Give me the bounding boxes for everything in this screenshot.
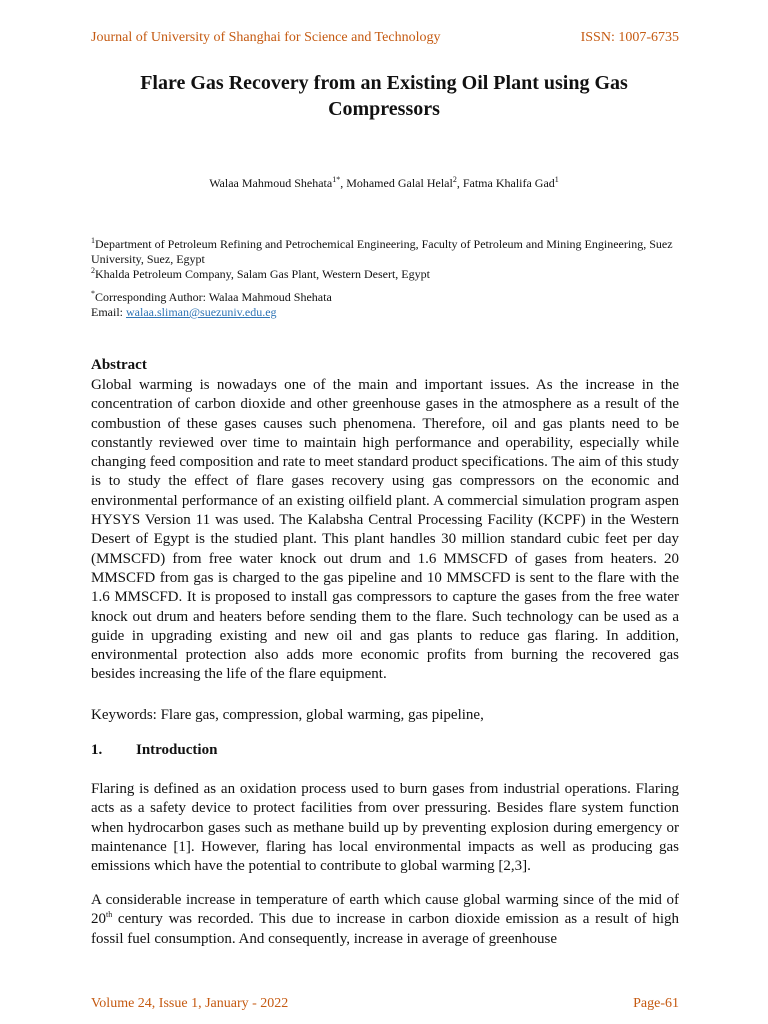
affiliation-1 [91, 237, 681, 267]
journal-name: Journal of University of Shanghai for Science and Technology [91, 30, 441, 45]
author-1: Walaa Mahmoud Shehata [209, 176, 333, 190]
intro-paragraph-1: Flaring is defined as an oxidation process used to burn gases from industrial operations. Flaring acts as a safety device to protect facilities from over pressuring. Besides flare system function when hydrocarbon gases such as methane build up by preventing explosion during emergency or maintenance [1]. However, flaring has local environmental impacts as well as producing gas emissions which have the potential to contribute to global warming [2,3]. [91, 781, 679, 875]
abstract-text: Global warming is nowadays one of the main and important issues. As the increase in the concentration of carbon dioxide and other greenhouse gases in the atmosphere as a result of the combustion of these gases causes such phenomena. Therefore, oil and gas plants need to be constantly reviewed over time to maintain high performance and operability, especially while changing feed composition and rate to meet standard product specifications. The aim of this study is to study the effect of flare gases recovery using gas compressors on the economic and environmental performance of an existing oilfield plant. A commercial simulation program aspen HYSYS Version 11 was used. The Kalabsha Central Processing Facility (KCPF) in the Western Desert of Egypt is the studied plant. This plant handles 30 million standard cubic feet per day (MMSCFD) from free water knock out drum and 1.6 MMSCFD of gases from heaters. 20 MMSCFD from gas is charged to the gas pipeline and 10 MMSCFD is sent to the flare with the 1.6 MMSCFD. It is proposed to install gas compressors to capture the gases from the free water knock out drum and heaters before sending them to the flare. Such technology can be used as a guide in upgrading existing and new oil and gas plants to reduce gas flaring. In addition, environmental protection also adds more economic profits from burning the recovered gas besides increasing the life of the flare equipment. [91, 377, 679, 683]
author-2: , Mohamed Galal Helal [340, 176, 453, 190]
corresponding-author [91, 290, 681, 305]
intro-p2-end: century was recorded. This due to increase in carbon dioxide emission as a result of high fossil fuel consumption. And consequently, increase in average of greenhouse [91, 911, 679, 947]
email-line [91, 305, 681, 320]
affiliation-1-text: Department of Petroleum Refining and Petrochemical Engineering, Faculty of Petroleum and Mining Engineering, Suez University, Suez, Egypt [91, 237, 673, 266]
intro-p2-start: A considerable increase in temperature of earth which cause global warming since of the mid of 20 [91, 892, 679, 928]
page-number: Page-61 [633, 996, 679, 1011]
intro-p2-sup: th [106, 910, 113, 920]
affiliation-1-mark: 1 [91, 236, 95, 245]
keywords: Keywords: Flare gas, compression, global warming, gas pipeline, [91, 707, 484, 723]
author-3-affil: 1 [554, 175, 559, 184]
corresponding-text: Corresponding Author: Walaa Mahmoud Shehata [95, 290, 332, 304]
section-title: Introduction [136, 742, 218, 758]
affiliation-2-text: Khalda Petroleum Company, Salam Gas Plant, Western Desert, Egypt [95, 267, 430, 281]
issn: ISSN: 1007-6735 [580, 30, 679, 45]
abstract-heading: Abstract [91, 357, 147, 373]
volume-info: Volume 24, Issue 1, January - 2022 [91, 996, 289, 1011]
author-2-affil: 2 [452, 175, 457, 184]
affiliation-2 [91, 267, 681, 282]
section-number: 1. [91, 742, 103, 758]
author-list [90, 176, 678, 191]
paper-title: Flare Gas Recovery from an Existing Oil Plant using Gas Compressors [140, 72, 628, 120]
email-label: Email: [91, 305, 126, 319]
intro-paragraph-2 [91, 891, 679, 949]
author-1-affil: 1* [332, 175, 341, 184]
corresponding-mark: * [91, 289, 95, 298]
email-link[interactable]: walaa.sliman@suezuniv.edu.eg [126, 305, 277, 319]
author-3: , Fatma Khalifa Gad [456, 176, 555, 190]
intro-heading [91, 742, 217, 759]
affiliation-2-mark: 2 [91, 266, 95, 275]
